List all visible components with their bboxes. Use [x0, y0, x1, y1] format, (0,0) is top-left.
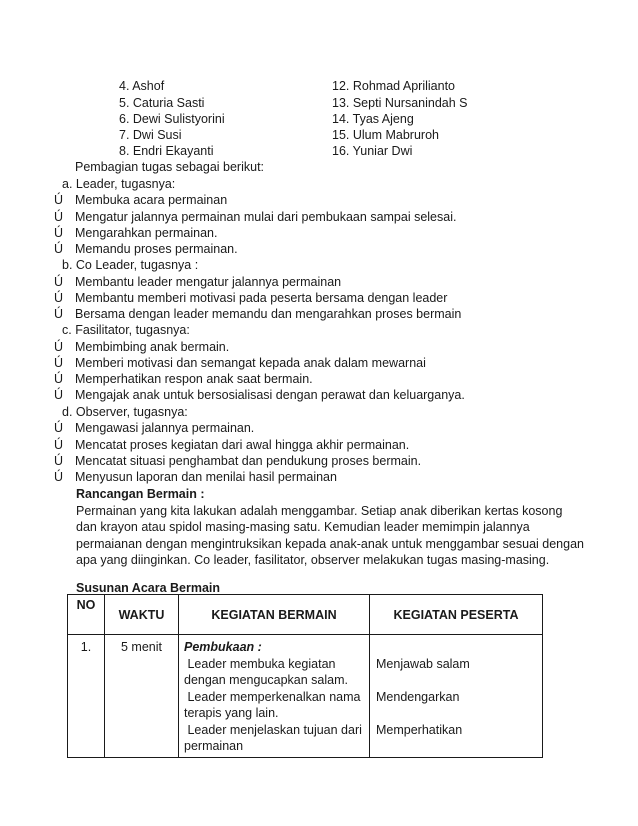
- role-heading: b. Co Leader, tugasnya :: [62, 258, 199, 272]
- list-item: Mengawasi jalannya permainan.: [75, 421, 255, 435]
- row-duration: 5 menit: [121, 640, 162, 654]
- bullet-icon: Ú: [54, 438, 64, 452]
- bullet-icon: Ú: [54, 242, 64, 256]
- cell-kegiatan: [179, 635, 370, 758]
- member-item: 14. Tyas Ajeng: [332, 112, 414, 126]
- intro-text: Pembagian tugas sebagai berikut:: [75, 160, 265, 174]
- bullet-icon: Ú: [54, 275, 64, 289]
- bullet-icon: Ú: [54, 454, 64, 468]
- list-item: Membimbing anak bermain.: [75, 340, 230, 354]
- row-number: 1.: [80, 640, 92, 654]
- list-item: Bersama dengan leader memandu dan mengarahkan proses bermain: [75, 307, 462, 321]
- section-title: Susunan Acara Bermain: [76, 581, 221, 595]
- list-item: Mengajak anak untuk bersosialisasi dengan perawat dan keluarganya.: [75, 388, 465, 402]
- table-header-row: [68, 595, 543, 635]
- role-heading: c. Fasilitator, tugasnya:: [62, 323, 190, 337]
- list-item: Memberi motivasi dan semangat kepada anak dalam mewarnai: [75, 356, 426, 370]
- member-item: 16. Yuniar Dwi: [332, 144, 413, 158]
- bullet-icon: Ú: [54, 226, 64, 240]
- cell-no: [68, 635, 105, 758]
- participant-line: [376, 705, 542, 722]
- list-item: Membuka acara permainan: [75, 193, 228, 207]
- member-item: 4. Ashof: [119, 79, 165, 93]
- header-no: NO: [68, 595, 105, 635]
- paragraph-line: apa yang diinginkan. Co leader, fasilitator, observer melakukan tugas masing-masing.: [76, 553, 550, 567]
- list-item: Menyusun laporan dan menilai hasil permainan: [75, 470, 337, 484]
- bullet-icon: Ú: [54, 291, 64, 305]
- activity-line: Leader menjelaskan tujuan dari: [184, 722, 362, 737]
- bullet-icon: Ú: [54, 421, 64, 435]
- bullet-icon: Ú: [54, 372, 64, 386]
- list-item: Membantu leader mengatur jalannya permainan: [75, 275, 342, 289]
- member-item: 13. Septi Nursanindah S: [332, 96, 468, 110]
- paragraph-line: permaianan dengan mengintruksikan kepada anak-anak untuk menggambar sesuai dengan: [76, 537, 584, 551]
- header-kegiatan-bermain: KEGIATAN BERMAIN: [179, 595, 370, 635]
- participant-line: [376, 738, 542, 755]
- activity-line: Leader membuka kegiatan: [184, 656, 336, 671]
- paragraph-line: dan krayon atau spidol masing-masing satu. Kemudian leader memimpin jalannya: [76, 520, 530, 534]
- header-waktu: WAKTU: [105, 595, 179, 635]
- bullet-icon: Ú: [54, 193, 64, 207]
- list-item: Memperhatikan respon anak saat bermain.: [75, 372, 313, 386]
- list-item: Memandu proses permainan.: [75, 242, 238, 256]
- member-item: 8. Endri Ekayanti: [119, 144, 214, 158]
- list-item: Membantu memberi motivasi pada peserta bersama dengan leader: [75, 291, 448, 305]
- bullet-icon: Ú: [54, 210, 64, 224]
- cell-peserta: [370, 635, 543, 758]
- member-item: 6. Dewi Sulistyorini: [119, 112, 225, 126]
- list-item: Mencatat situasi penghambat dan pendukung proses bermain.: [75, 454, 422, 468]
- member-item: 5. Caturia Sasti: [119, 96, 205, 110]
- activity-line: terapis yang lain.: [184, 706, 279, 720]
- participant-line: Menjawab salam: [376, 656, 470, 671]
- section-title: Rancangan Bermain :: [76, 487, 205, 501]
- list-item: Mengarahkan permainan.: [75, 226, 218, 240]
- member-item: 7. Dwi Susi: [119, 128, 182, 142]
- participant-line: Memperhatikan: [376, 722, 463, 737]
- bullet-icon: Ú: [54, 470, 64, 484]
- activity-line: dengan mengucapkan salam.: [184, 673, 349, 687]
- list-item: Mencatat proses kegiatan dari awal hingga akhir permainan.: [75, 438, 410, 452]
- participant-line: Mendengarkan: [376, 689, 460, 704]
- role-heading: d. Observer, tugasnya:: [62, 405, 188, 419]
- paragraph-line: Permainan yang kita lakukan adalah menggambar. Setiap anak diberikan kertas kosong: [76, 504, 563, 518]
- schedule-table: [67, 594, 543, 758]
- bullet-icon: Ú: [54, 356, 64, 370]
- role-heading: a. Leader, tugasnya:: [62, 177, 176, 191]
- header-kegiatan-peserta: KEGIATAN PESERTA: [370, 595, 543, 635]
- member-item: 15. Ulum Mabruroh: [332, 128, 439, 142]
- cell-waktu: [105, 635, 179, 758]
- member-item: 12. Rohmad Aprilianto: [332, 79, 455, 93]
- table-row: [68, 635, 543, 758]
- activity-line: permainan: [184, 739, 244, 753]
- bullet-icon: Ú: [54, 388, 64, 402]
- activity-title: Pembukaan :: [184, 640, 262, 654]
- list-item: Mengatur jalannya permainan mulai dari pembukaan sampai selesai.: [75, 210, 457, 224]
- bullet-icon: Ú: [54, 340, 64, 354]
- participant-line: [376, 672, 542, 689]
- activity-line: Leader memperkenalkan nama: [184, 689, 361, 704]
- bullet-icon: Ú: [54, 307, 64, 321]
